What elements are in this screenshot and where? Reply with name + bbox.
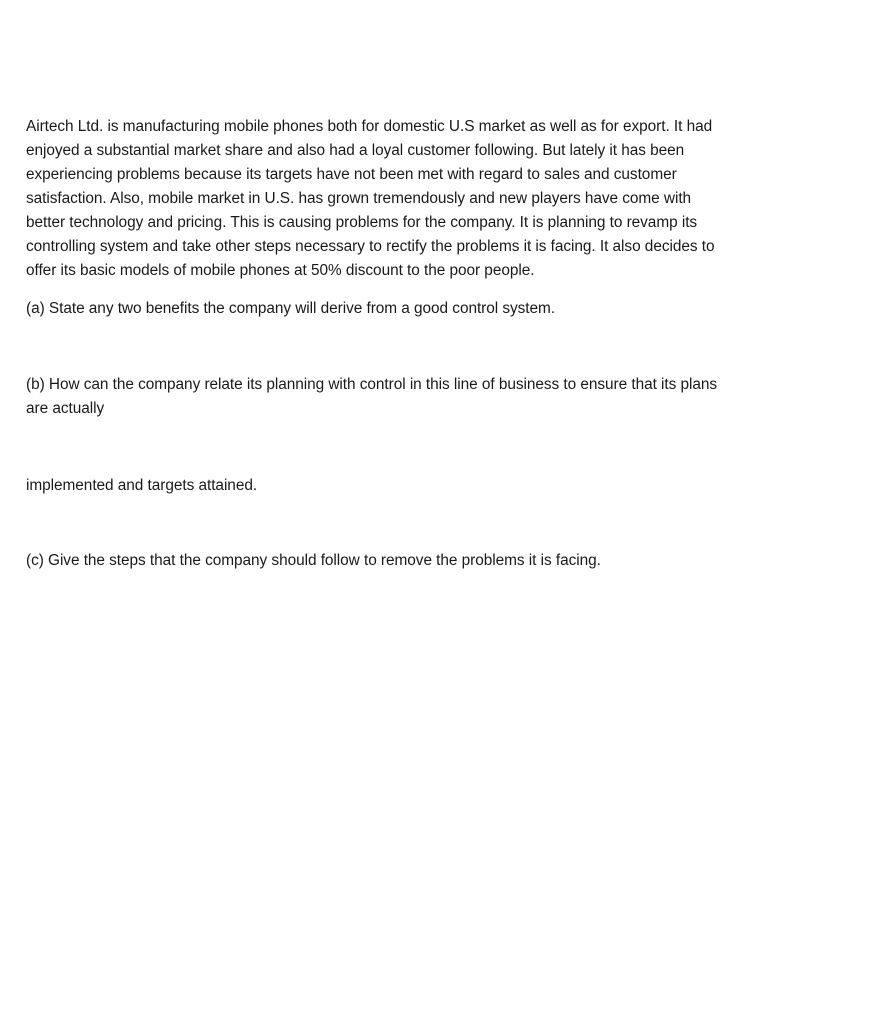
- paragraph-line: satisfaction. Also, mobile market in U.S. has grown tremendously and new players have come with: [26, 190, 692, 207]
- paragraph-line: offer its basic models of mobile phones at 50% discount to the poor people.: [26, 262, 535, 279]
- paragraph-line: controlling system and take other steps necessary to rectify the problems it is facing. It also decides to: [26, 238, 715, 255]
- question-a: (a) State any two benefits the company will derive from a good control system.: [26, 300, 556, 317]
- paragraph-line: experiencing problems because its targets have not been met with regard to sales and customer: [26, 166, 677, 183]
- question-b-line-2: are actually: [26, 400, 105, 417]
- question-b-line-1: (b) How can the company relate its planning with control in this line of business to ensure that its plans: [26, 376, 718, 393]
- question-c: (c) Give the steps that the company should follow to remove the problems it is facing.: [26, 552, 601, 569]
- paragraph-line: enjoyed a substantial market share and also had a loyal customer following. But lately it has been: [26, 142, 685, 159]
- question-b-line-3: implemented and targets attained.: [26, 477, 258, 494]
- paragraph-line: Airtech Ltd. is manufacturing mobile phones both for domestic U.S market as well as for export. It had: [26, 118, 713, 135]
- paragraph-line: better technology and pricing. This is causing problems for the company. It is planning to revamp its: [26, 214, 698, 231]
